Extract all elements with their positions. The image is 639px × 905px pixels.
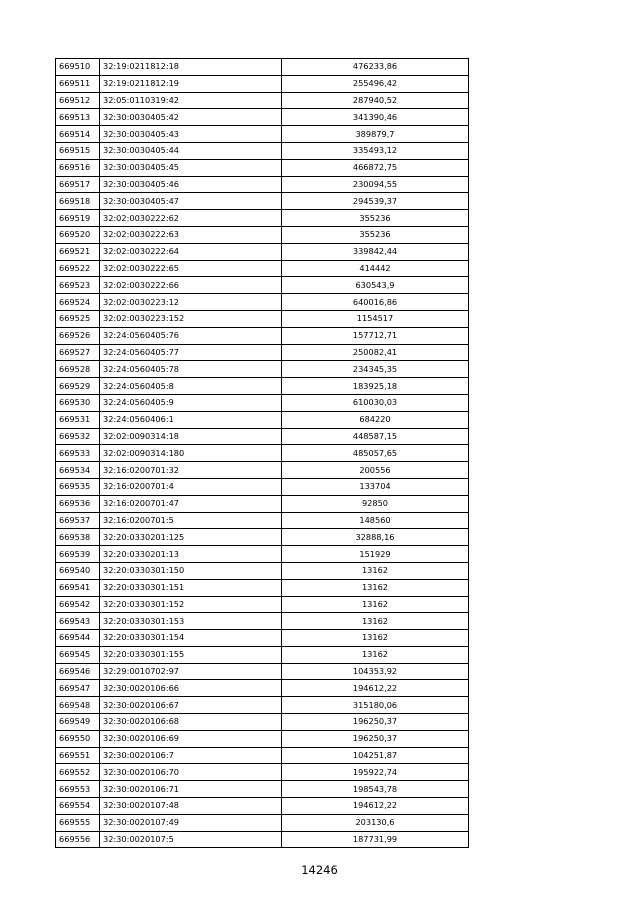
- cadastral-number-cell: 32:02:0090314:180: [100, 445, 282, 462]
- row-id-cell: 669542: [56, 596, 100, 613]
- value-cell: 13162: [282, 562, 469, 579]
- cadastral-number-cell: 32:30:0020106:67: [100, 697, 282, 714]
- row-id-cell: 669550: [56, 730, 100, 747]
- table-row: [56, 361, 469, 378]
- row-id-cell: 669510: [56, 59, 100, 76]
- row-id-cell: 669544: [56, 630, 100, 647]
- value-cell: 133704: [282, 478, 469, 495]
- table-row: [56, 495, 469, 512]
- value-cell: 255496,42: [282, 75, 469, 92]
- cadastral-number-cell: 32:30:0020106:69: [100, 730, 282, 747]
- cadastral-number-cell: 32:02:0030222:66: [100, 277, 282, 294]
- cadastral-number-cell: 32:29:0010702:97: [100, 663, 282, 680]
- value-cell: 287940,52: [282, 92, 469, 109]
- value-cell: 13162: [282, 579, 469, 596]
- value-cell: 92850: [282, 495, 469, 512]
- row-id-cell: 669519: [56, 210, 100, 227]
- cadastral-number-cell: 32:02:0030223:152: [100, 310, 282, 327]
- row-id-cell: 669520: [56, 226, 100, 243]
- value-cell: 203130,6: [282, 814, 469, 831]
- row-id-cell: 669553: [56, 781, 100, 798]
- row-id-cell: 669511: [56, 75, 100, 92]
- value-cell: 157712,71: [282, 327, 469, 344]
- cadastral-number-cell: 32:30:0030405:44: [100, 142, 282, 159]
- cadastral-number-cell: 32:05:0110319:42: [100, 92, 282, 109]
- cadastral-number-cell: 32:20:0330201:13: [100, 546, 282, 563]
- value-cell: 234345,35: [282, 361, 469, 378]
- value-cell: 13162: [282, 596, 469, 613]
- cadastral-number-cell: 32:02:0030222:65: [100, 260, 282, 277]
- table-row: [56, 142, 469, 159]
- value-cell: 198543,78: [282, 781, 469, 798]
- table-row: [56, 260, 469, 277]
- value-cell: 148560: [282, 512, 469, 529]
- table-row: [56, 697, 469, 714]
- table-row: [56, 781, 469, 798]
- value-cell: 32888,16: [282, 529, 469, 546]
- table-row: [56, 663, 469, 680]
- row-id-cell: 669535: [56, 478, 100, 495]
- value-cell: 194612,22: [282, 680, 469, 697]
- table-row: [56, 210, 469, 227]
- cadastral-number-cell: 32:02:0030222:64: [100, 243, 282, 260]
- table-row: [56, 764, 469, 781]
- row-id-cell: 669552: [56, 764, 100, 781]
- cadastral-number-cell: 32:20:0330301:154: [100, 630, 282, 647]
- cadastral-number-cell: 32:16:0200701:4: [100, 478, 282, 495]
- value-cell: 151929: [282, 546, 469, 563]
- value-cell: 196250,37: [282, 730, 469, 747]
- value-cell: 13162: [282, 630, 469, 647]
- cadastral-number-cell: 32:16:0200701:32: [100, 462, 282, 479]
- row-id-cell: 669530: [56, 394, 100, 411]
- value-cell: 640016,86: [282, 294, 469, 311]
- table-row: [56, 596, 469, 613]
- table-row: [56, 327, 469, 344]
- row-id-cell: 669523: [56, 277, 100, 294]
- row-id-cell: 669546: [56, 663, 100, 680]
- value-cell: 200556: [282, 462, 469, 479]
- row-id-cell: 669541: [56, 579, 100, 596]
- row-id-cell: 669537: [56, 512, 100, 529]
- row-id-cell: 669540: [56, 562, 100, 579]
- cadastral-number-cell: 32:30:0020107:5: [100, 831, 282, 848]
- value-cell: 13162: [282, 613, 469, 630]
- table-body: [56, 59, 469, 848]
- table-row: [56, 109, 469, 126]
- value-cell: 341390,46: [282, 109, 469, 126]
- cadastral-number-cell: 32:20:0330301:152: [100, 596, 282, 613]
- table-row: [56, 546, 469, 563]
- cadastral-number-cell: 32:30:0020106:68: [100, 714, 282, 731]
- table-row: [56, 747, 469, 764]
- row-id-cell: 669525: [56, 310, 100, 327]
- cadastral-number-cell: 32:02:0090314:18: [100, 428, 282, 445]
- value-cell: 183925,18: [282, 378, 469, 395]
- table-row: [56, 394, 469, 411]
- cadastral-number-cell: 32:24:0560405:8: [100, 378, 282, 395]
- row-id-cell: 669534: [56, 462, 100, 479]
- row-id-cell: 669549: [56, 714, 100, 731]
- table-row: [56, 613, 469, 630]
- row-id-cell: 669529: [56, 378, 100, 395]
- table-row: [56, 445, 469, 462]
- table-row: [56, 378, 469, 395]
- table-row: [56, 59, 469, 76]
- cadastral-number-cell: 32:20:0330301:155: [100, 646, 282, 663]
- table-row: [56, 226, 469, 243]
- table-row: [56, 277, 469, 294]
- table-row: [56, 680, 469, 697]
- row-id-cell: 669521: [56, 243, 100, 260]
- value-cell: 414442: [282, 260, 469, 277]
- cadastral-number-cell: 32:30:0030405:45: [100, 159, 282, 176]
- cadastral-number-cell: 32:30:0020106:71: [100, 781, 282, 798]
- value-cell: 1154517: [282, 310, 469, 327]
- row-id-cell: 669536: [56, 495, 100, 512]
- row-id-cell: 669518: [56, 193, 100, 210]
- row-id-cell: 669515: [56, 142, 100, 159]
- row-id-cell: 669517: [56, 176, 100, 193]
- row-id-cell: 669547: [56, 680, 100, 697]
- value-cell: 610030,03: [282, 394, 469, 411]
- row-id-cell: 669543: [56, 613, 100, 630]
- value-cell: 476233,86: [282, 59, 469, 76]
- cadastral-number-cell: 32:24:0560405:76: [100, 327, 282, 344]
- table-row: [56, 714, 469, 731]
- table-row: [56, 159, 469, 176]
- row-id-cell: 669532: [56, 428, 100, 445]
- value-cell: 389879,7: [282, 126, 469, 143]
- row-id-cell: 669512: [56, 92, 100, 109]
- row-id-cell: 669513: [56, 109, 100, 126]
- cadastral-number-cell: 32:02:0030222:62: [100, 210, 282, 227]
- page-number: 14246: [301, 863, 338, 877]
- row-id-cell: 669548: [56, 697, 100, 714]
- value-cell: 250082,41: [282, 344, 469, 361]
- cadastral-number-cell: 32:30:0020106:66: [100, 680, 282, 697]
- table-row: [56, 126, 469, 143]
- row-id-cell: 669522: [56, 260, 100, 277]
- table-row: [56, 798, 469, 815]
- row-id-cell: 669526: [56, 327, 100, 344]
- value-cell: 194612,22: [282, 798, 469, 815]
- row-id-cell: 669516: [56, 159, 100, 176]
- row-id-cell: 669551: [56, 747, 100, 764]
- table-row: [56, 478, 469, 495]
- cadastral-number-cell: 32:24:0560405:9: [100, 394, 282, 411]
- value-cell: 187731,99: [282, 831, 469, 848]
- table-row: [56, 176, 469, 193]
- value-cell: 630543,9: [282, 277, 469, 294]
- value-cell: 195922,74: [282, 764, 469, 781]
- table-row: [56, 831, 469, 848]
- table-row: [56, 462, 469, 479]
- cadastral-number-cell: 32:30:0020107:49: [100, 814, 282, 831]
- value-cell: 315180,06: [282, 697, 469, 714]
- table-row: [56, 75, 469, 92]
- row-id-cell: 669533: [56, 445, 100, 462]
- cadastral-number-cell: 32:20:0330201:125: [100, 529, 282, 546]
- value-cell: 230094,55: [282, 176, 469, 193]
- table-row: [56, 512, 469, 529]
- cadastral-number-cell: 32:19:0211812:19: [100, 75, 282, 92]
- row-id-cell: 669556: [56, 831, 100, 848]
- value-cell: 13162: [282, 646, 469, 663]
- value-cell: 355236: [282, 210, 469, 227]
- table-row: [56, 646, 469, 663]
- data-table: [55, 58, 469, 848]
- cadastral-number-cell: 32:24:0560405:78: [100, 361, 282, 378]
- value-cell: 335493,12: [282, 142, 469, 159]
- value-cell: 466872,75: [282, 159, 469, 176]
- value-cell: 485057,65: [282, 445, 469, 462]
- value-cell: 294539,37: [282, 193, 469, 210]
- value-cell: 196250,37: [282, 714, 469, 731]
- row-id-cell: 669514: [56, 126, 100, 143]
- cadastral-number-cell: 32:30:0030405:42: [100, 109, 282, 126]
- cadastral-number-cell: 32:16:0200701:47: [100, 495, 282, 512]
- table-row: [56, 92, 469, 109]
- table-row: [56, 243, 469, 260]
- table-row: [56, 814, 469, 831]
- table-row: [56, 294, 469, 311]
- cadastral-number-cell: 32:30:0030405:46: [100, 176, 282, 193]
- row-id-cell: 669531: [56, 411, 100, 428]
- table-row: [56, 529, 469, 546]
- cadastral-number-cell: 32:24:0560405:77: [100, 344, 282, 361]
- cadastral-number-cell: 32:20:0330301:153: [100, 613, 282, 630]
- cadastral-number-cell: 32:20:0330301:151: [100, 579, 282, 596]
- value-cell: 339842,44: [282, 243, 469, 260]
- value-cell: 684220: [282, 411, 469, 428]
- cadastral-number-cell: 32:24:0560406:1: [100, 411, 282, 428]
- cadastral-number-cell: 32:30:0020107:48: [100, 798, 282, 815]
- table-row: [56, 193, 469, 210]
- table-row: [56, 579, 469, 596]
- cadastral-number-cell: 32:30:0030405:47: [100, 193, 282, 210]
- cadastral-number-cell: 32:20:0330301:150: [100, 562, 282, 579]
- cadastral-number-cell: 32:02:0030222:63: [100, 226, 282, 243]
- table-row: [56, 730, 469, 747]
- row-id-cell: 669538: [56, 529, 100, 546]
- table-row: [56, 562, 469, 579]
- cadastral-number-cell: 32:30:0020106:7: [100, 747, 282, 764]
- row-id-cell: 669555: [56, 814, 100, 831]
- table-row: [56, 630, 469, 647]
- table-row: [56, 428, 469, 445]
- value-cell: 104251,87: [282, 747, 469, 764]
- value-cell: 448587,15: [282, 428, 469, 445]
- table-row: [56, 344, 469, 361]
- row-id-cell: 669554: [56, 798, 100, 815]
- cadastral-number-cell: 32:16:0200701:5: [100, 512, 282, 529]
- table-row: [56, 411, 469, 428]
- row-id-cell: 669539: [56, 546, 100, 563]
- row-id-cell: 669528: [56, 361, 100, 378]
- cadastral-number-cell: 32:30:0020106:70: [100, 764, 282, 781]
- cadastral-number-cell: 32:30:0030405:43: [100, 126, 282, 143]
- row-id-cell: 669545: [56, 646, 100, 663]
- cadastral-number-cell: 32:02:0030223:12: [100, 294, 282, 311]
- cadastral-number-cell: 32:19:0211812:18: [100, 59, 282, 76]
- row-id-cell: 669527: [56, 344, 100, 361]
- row-id-cell: 669524: [56, 294, 100, 311]
- table-row: [56, 310, 469, 327]
- value-cell: 355236: [282, 226, 469, 243]
- value-cell: 104353,92: [282, 663, 469, 680]
